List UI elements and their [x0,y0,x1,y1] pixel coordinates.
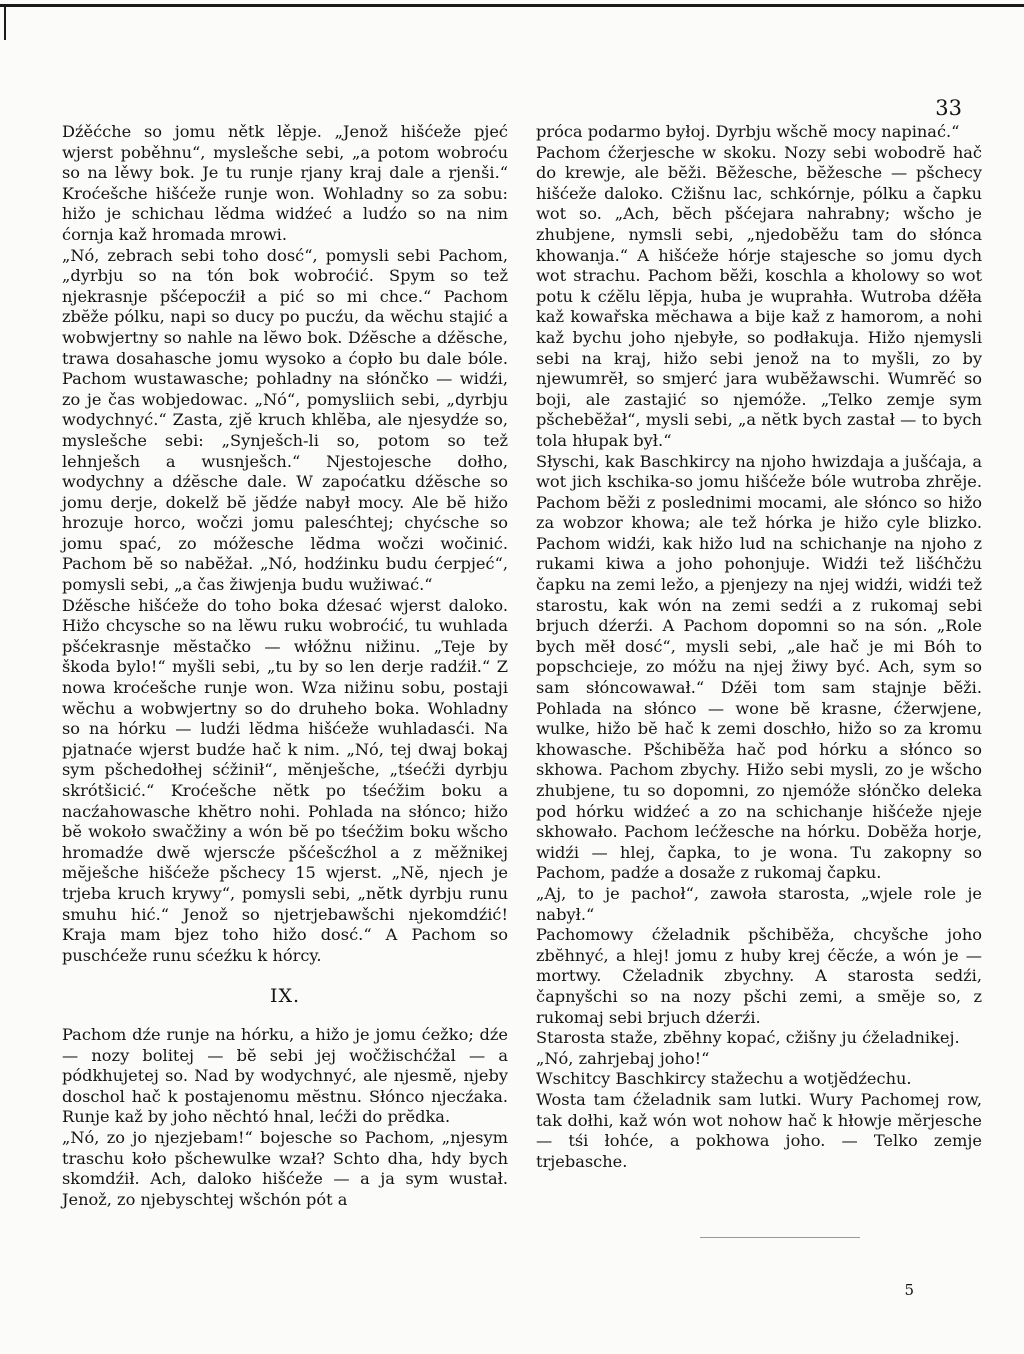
paragraph: Pachom dźe runje na hórku, a hižo je jomu ćežko; dźe — nozy bolitej — bĕ sebi jej wočžischćžal — a pódkhujetej so. Nad by wodychnyć, ale njesmĕ, njeby doschol hač k postajenomu mĕstnu. Słónco njecźaka. Runje kaž by joho nĕchtó hnal, lećži do prĕdka. [62,1024,508,1127]
paragraph: Pachom ćžerjesche w skoku. Nozy sebi wobodrĕ hač do krewje, ale bĕži. Bĕžesche, bĕžesche — pšchecy hišćeže daloko. Cžišnu lac, schkórnje, pólku a čapku wot so. „Ach, bĕch pšćejara nahrabny; wšcho je zhubjene, nymsli sebi, „njedobĕžu tam do słónca khowanja.“ A hišćeže hórje stajesche so jomu dych wot strachu. Pachom bĕži, koschla a kholowy so wot potu k cźĕlu lĕpja, huba je wuprahła. Wutroba dźĕła kaž kowařska mĕchawa a bije kaž z hamorom, a nohi kaž bychu joho njebyłe, so podłakuja. Hižo njemysli sebi na kraj, hižo sebi jenož na to myšli, zo by njewumrĕł, so smjerć jara wubĕžawschi. Wumrĕć so boji, ale zastajić so njemóže. „Telko zemje sym pšchebĕžał“, mysli sebi, „a nĕtk bych zastał — to bych tola hłupak był.“ [536,142,982,450]
paragraph: „Nó, zahrjebaj joho!“ [536,1048,710,1068]
top-border-rule [0,4,1024,7]
paragraph: Pachomowy ćželadnik pšchibĕža, chcyšche joho zbĕhnyć, a hlej! jomu z huby krej ćĕcźe, a wón je — mortwy. Cželadnik zbychny. A starosta sedźi, čapnyšchi so na nozy pšchi zemi, a smĕje so, z rukomaj sebi brjuch dźerźi. [536,925,982,1027]
paragraph: Dźĕsche hišćeže do toho boka dźesać wjerst daloko. Hižo chcysche so na lĕwu ruku wobroćić, tu wuhlada pšćekrasnje mĕstačko — włóžnu nižinu. „Teje by škoda bylo!“ myšli sebi, „tu by so len derje radźił.“ Z nowa kroćešche runje won. Wza nižinu sobu, postaji wĕchu a wobwjertny so do druheho boka. Wohladny so na hórku — ludźi lĕdma hišćeže wuhladasći. Na pjatnaće wjerst budźe hač k nim. „Nó, tej dwaj bokaj sym pšchedołhej sćžinił“, mĕnješche, „tśećži dyrbju skrótšicić.“ Kroćešche nĕtk po tśećžim boku a nacźahowasche khĕtro nohi. Pohlada na słónco; hižo bĕ wokoło swačžiny a wón bĕ po tśećžim boku wšcho hromadźe dwĕ wjerscźe pšćešcźhol a z mĕžnikej mĕješche hišćeže pšchecy 15 wjerst. „Nĕ, njech je trjeba kruch krywy“, pomysli sebi, „nĕtk dyrbju runu smuhu hić.“ Jenož so njetrjebawšchi njekomdźić! Kraja mam bjez toho hižo dosć.“ A Pachom so puschćeže runu sćeźku k hórcy. [62,595,508,965]
paragraph: Słyschi, kak Baschkircy na njoho hwizdaja a jušćaja, a wot jich kschika-so jomu hišćeže bóle wutroba zhrĕje. Pachom bĕži z poslednimi mocami, ale słónco so hižo za wobzor khowa; ale tež hórka je hižo cyle blizko. Pachom widźi, kak hižo lud na schichanje na njoho z rukami kiwa a joho pohonjuje. Widźi tež lišćhčżu čapku na zemi ležo, a pjenjezy na njej widźi, widźi tež starostu, kak wón na zemi sedźi a z rukomaj sebi brjuch dźerźi. A Pachom dopomni so na són. „Role bych mĕł dosć“, mysli sebi, „ale hač je mi Bóh to popschcieje, zo móžu na njej žiwy być. Ach, sym so sam słóncowawał.“ Dźĕi tom sam stajnje bĕži. Pohlada na słónco — wone bĕ krasne, ćžerwjene, wulke, hižo bĕ hač k zemi doschło, hižo so za kromu khowasche. Pšchibĕža hač pod hórku a słónco so skhowa. Pachom zbychy. Hižo sebi mysli, zo je wšcho zhubjene, tu so dopomni, zo njemóže słónčko deleka pod hórku widźeć a zo na schichanje hišćeže njeje skhowało. Pachom lećžesche na hórku. Dobĕža horje, widźi — hlej, čapka, to je wona. Tu zakopny so Pachom, padźe a dosaže z rukomaj čapku. [536,451,982,883]
printer-signature: 5 [904,1281,914,1299]
page-number: 33 [935,96,962,120]
paragraph: „Aj, to je pachoł“, zawoła starosta, „wjele role je nabył.“ [536,883,982,924]
paragraph: Wschitcy Baschkircy stažechu a wotjĕdźechu. [536,1069,912,1089]
corner-crop-mark [4,6,6,40]
paragraph: Starosta staže, zbĕhny kopać, cžišny ju ćželadnikej. [536,1028,960,1048]
footer-rule [700,1237,860,1238]
paragraph: „Nó, zo jo njezjebam!“ bojesche so Pachom, „njesym traschu koło pšchewulke wzał? Schto dha, hdy bych skomdźił. Ach, daloko hišćeže — a ja sym wustał. Jenož, zo njebyschtej wšchón pót a [62,1127,508,1209]
left-column [62,122,508,1210]
paragraph: próca podarmo byłoj. Dyrbju wšchĕ mocy napinać.“ [536,122,960,141]
paragraph: Wosta tam ćželadnik sam lutki. Wury Pachomej row, tak dołhi, kaž wón wot nohow hač k hłowje mĕrjesche — tśi łohće, a pokhowa joho. — Telko zemje trjebasche. [536,1089,982,1171]
right-column [536,122,982,1172]
section-heading: IX. [269,985,301,1008]
paragraph: Dźěćche so jomu nětk lěpje. „Jenož hišćeže pjeć wjerst poběhnu“, myslešche sebi, „a potom wobroću so na lěwy bok. Je tu runje rjany kraj dale a rjenši.“ Kroćešche hišćeže runje won. Wohladny so za sobu: hižo je schichau lědma widźeć a ludźo so na nim ćornja kaž hromada mrowi. [62,122,508,244]
paragraph: „Nó, zebrach sebi toho dosć“, pomysli sebi Pachom, „dyrbju so na tón bok wobroćić. Spym so tež njekrasnje pšćepocźił a pić so mi chce.“ Pachom zbĕže pólku, napi so ducy po pucźu, da wĕchu stajić a wobwjertny so nahle na lĕwo bok. Dźĕsche a dźĕsche, trawa dosahasche jomu wysoko a ćopło bu dale bóle. Pachom wustawasche; pohladny na słónčko — widźi, zo je čas wobjedowac. „Nó“, pomysliich sebi, „dyrbju wodychnyć.“ Zasta, zjĕ kruch khlĕba, ale njesydźe so, myslešche sebi: „Synješch-li so, potom so tež lehnješch a wusnješch.“ Njestojesche dołho, wodychny a dźĕsche dale. W zapoćatku dźĕsche so jomu derje, dokelž bĕ jĕdźe nabył mocy. Ale bĕ hižo hrozuje horco, wočzi jomu palesćhtej; chyćsche so jomu spać, zo móžesche lĕdma wočzi wočinić. Pachom bĕ so nabĕžał. „Nó, hodźinku budu ćerpjeć“, pomysli sebi, „a čas žiwjenja budu wužiwać.“ [62,245,508,595]
